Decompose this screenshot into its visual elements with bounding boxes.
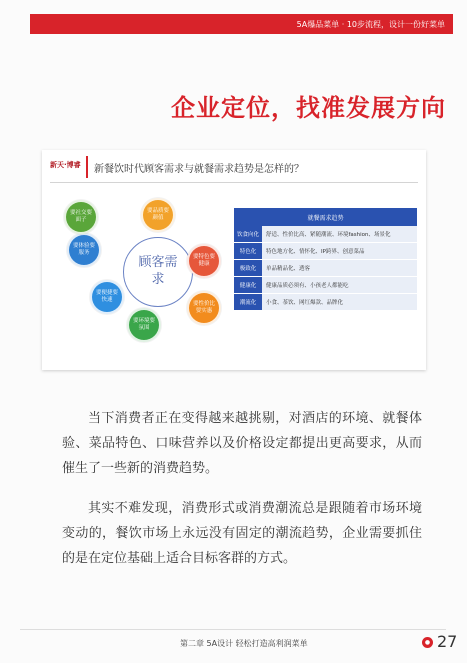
trend-table bbox=[234, 208, 417, 311]
table-row bbox=[234, 294, 417, 311]
center-need-circle: 顾客需求 bbox=[123, 237, 193, 307]
trend-key: 特色化 bbox=[234, 243, 262, 260]
body-paragraph: 当下消费者正在变得越来越挑剔，对酒店的环境、就餐体验、菜品特色、口味营养以及价格设定都提出更高要求，从而催生了一些新的消费趋势。 bbox=[62, 411, 422, 476]
banner-text: 5A爆品菜单 · 10步流程，设计一份好菜单 bbox=[296, 19, 445, 29]
page-number: 27 bbox=[437, 632, 458, 651]
need-bubble: 要性价比要实惠 bbox=[187, 291, 221, 325]
need-bubble: 要社交要面子 bbox=[64, 200, 98, 234]
logo: 新天·博睿 bbox=[50, 161, 81, 169]
trend-key: 健康化 bbox=[234, 277, 262, 294]
figure-card bbox=[42, 150, 426, 370]
trend-key: 潮流化 bbox=[234, 294, 262, 311]
table-row bbox=[234, 277, 417, 294]
trend-value: 小食、茶饮、网红爆款、品牌化 bbox=[262, 294, 417, 311]
need-bubble: 要便捷要快速 bbox=[90, 280, 124, 314]
trend-key: 极致化 bbox=[234, 260, 262, 277]
trend-value: 健康品质必须有、小孩老人都能吃 bbox=[262, 277, 417, 294]
table-row bbox=[234, 243, 417, 260]
table-row bbox=[234, 226, 417, 243]
trend-value: 单品精品化、透客 bbox=[262, 260, 417, 277]
need-bubble: 要特色要健康 bbox=[187, 244, 221, 278]
figure-question: 新餐饮时代顾客需求与就餐需求趋势是怎样的？ bbox=[94, 164, 304, 175]
need-bubble: 要品质要颜值 bbox=[141, 198, 175, 232]
footer-dot-icon: ● bbox=[422, 637, 433, 648]
trend-key: 饮食向化 bbox=[234, 226, 262, 243]
trend-value: 特色地方化、情怀化、IP跨界、创意菜品 bbox=[262, 243, 417, 260]
page-title: 企业定位，找准发展方向 bbox=[171, 94, 446, 122]
footer-divider bbox=[20, 629, 446, 630]
table-row bbox=[234, 260, 417, 277]
trend-value: 舒适、性价比高、紧随潮流、环境fashion、场景化 bbox=[262, 226, 417, 243]
top-banner bbox=[30, 14, 453, 34]
body-paragraph: 其实不难发现，消费形式或消费潮流总是跟随着市场环境变动的，餐饮市场上永远没有固定的潮流趋势，企业需要抓住的是在定位基础上适合目标客群的方式。 bbox=[62, 501, 422, 566]
need-bubble: 要体验要服务 bbox=[67, 233, 101, 267]
trend-table-header: 就餐需求趋势 bbox=[234, 208, 417, 226]
footer-chapter: 第二章 5A设计 轻松打造高利润菜单 bbox=[180, 639, 308, 648]
need-bubble: 要环境要氛围 bbox=[127, 308, 161, 342]
